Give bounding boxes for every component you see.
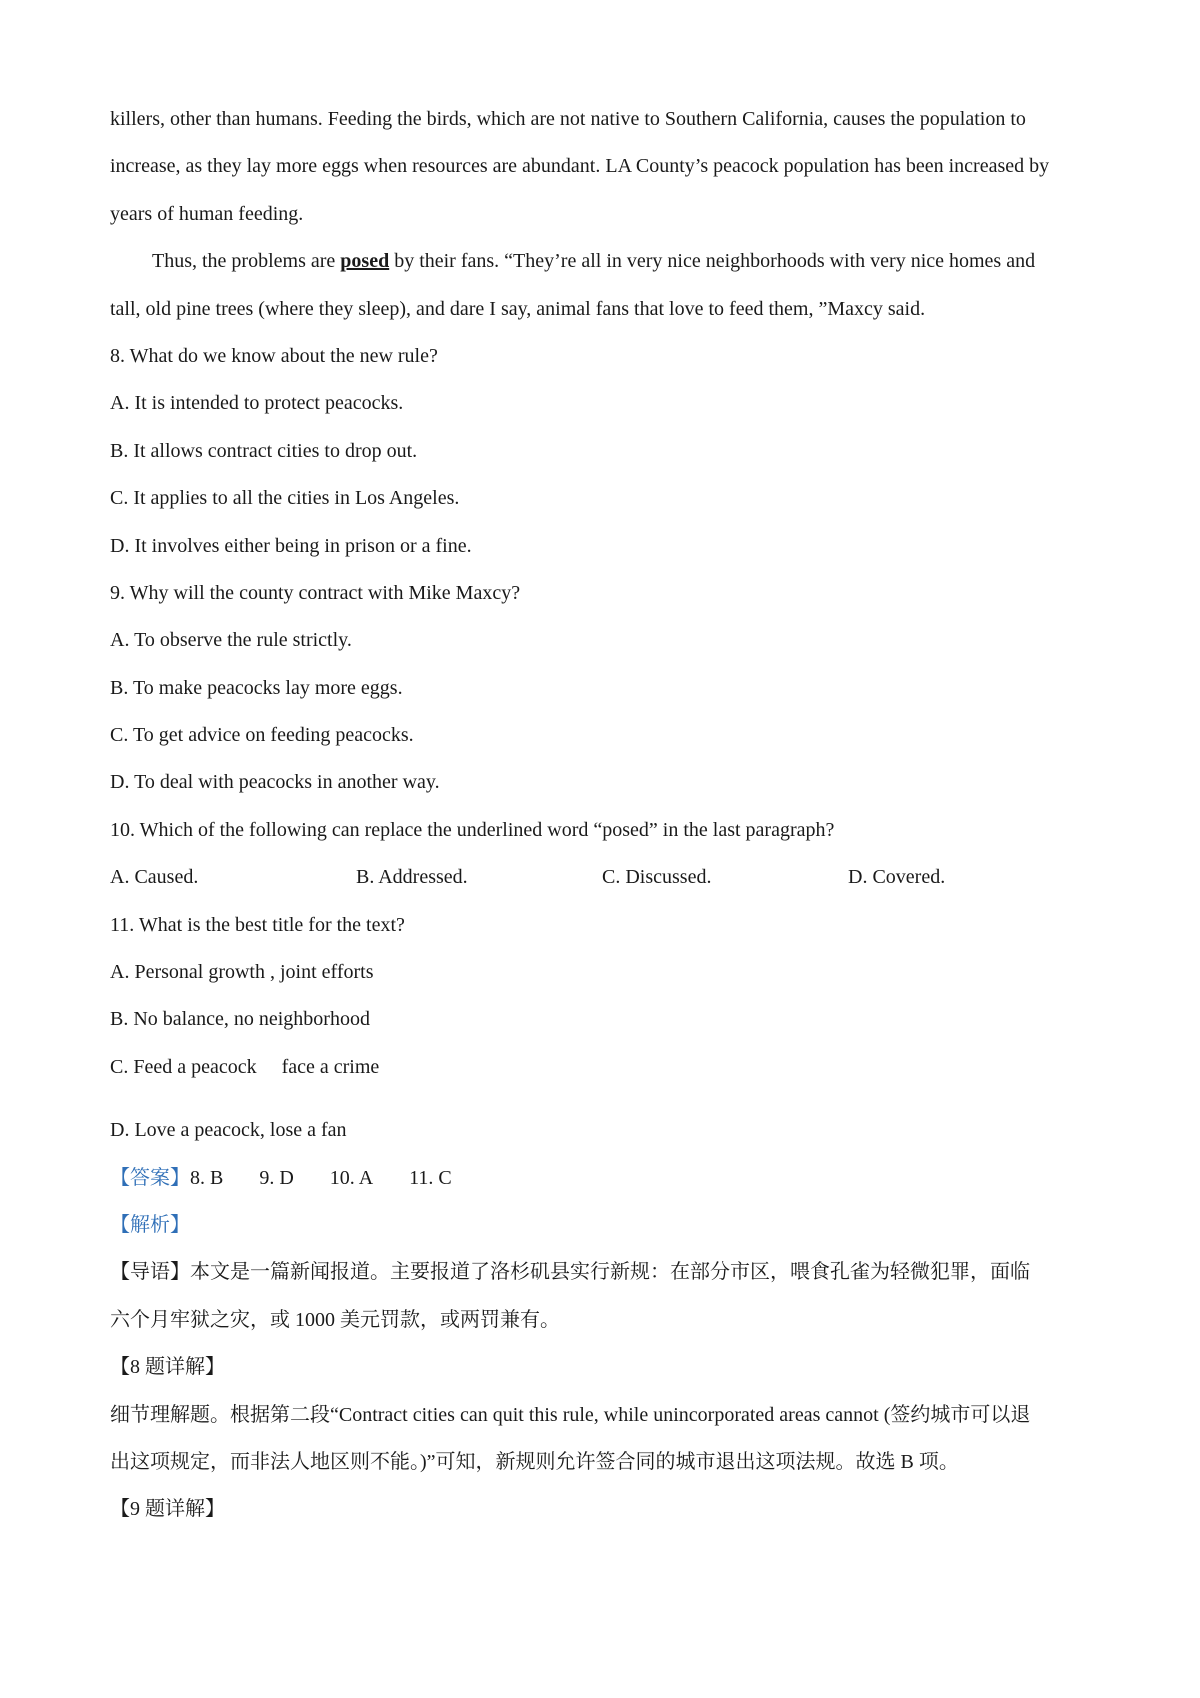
option: B. No balance, no neighborhood — [110, 1008, 370, 1031]
spacer — [110, 1091, 1100, 1107]
passage-line: increase, as they lay more eggs when resources are abundant. LA County’s peacock population has been increased by — [110, 155, 1050, 178]
passage-line: tall, old pine trees (where they sleep), and dare I say, animal fans that love to feed them, ”Maxcy said. — [110, 297, 926, 320]
answer-item: 9. D — [259, 1166, 294, 1189]
passage-line: years of human feeding. — [110, 202, 304, 225]
q8-explanation-line: 细节理解题。根据第二段“Contract cities can quit this rule, while unincorporated areas cannot (签约城市可以退 — [110, 1403, 1031, 1426]
answer-label: 【答案】 — [110, 1166, 190, 1189]
answer-item: 10. A — [329, 1166, 374, 1189]
passage-text: by their fans. “They’re all in very nice neighborhoods with very nice homes and — [389, 250, 1036, 273]
option: A. It is intended to protect peacocks. — [110, 392, 404, 415]
option: C. To get advice on feeding peacocks. — [110, 724, 414, 747]
passage-paragraph-2-line-1 — [110, 238, 1100, 285]
answer-item: 11. C — [409, 1166, 452, 1189]
question-8-stem: 8. What do we know about the new rule? — [110, 344, 438, 367]
answer-line — [110, 1155, 1100, 1202]
passage-line: killers, other than humans. Feeding the birds, which are not native to Southern California, causes the population to — [110, 108, 1026, 130]
analysis-label: 【解析】 — [110, 1213, 190, 1236]
answer-item: 8. B — [190, 1166, 224, 1189]
intro-line: 【导语】本文是一篇新闻报道。主要报道了洛杉矶县实行新规：在部分市区，喂食孔雀为轻微犯罪，面临 — [110, 1261, 1030, 1284]
option: B. It allows contract cities to drop out. — [110, 439, 418, 462]
underlined-word: posed — [340, 250, 390, 273]
option: C. Feed a peacock face a crime — [110, 1055, 380, 1078]
q8-explanation-line: 出这项规定，而非法人地区则不能。)”可知，新规则允许签合同的城市退出这项法规。故选 B 项。 — [110, 1450, 959, 1473]
q8-explanation-heading: 【8 题详解】 — [110, 1356, 225, 1379]
option: C. It applies to all the cities in Los Angeles. — [110, 487, 460, 510]
option: D. Love a peacock, lose a fan — [110, 1119, 347, 1142]
intro-line: 六个月牢狱之灾，或 1000 美元罚款，或两罚兼有。 — [110, 1308, 560, 1331]
question-10-options — [110, 854, 1100, 901]
option: D. To deal with peacocks in another way. — [110, 771, 440, 794]
option: C. Discussed. — [602, 866, 712, 889]
passage-text: Thus, the problems are — [152, 250, 341, 273]
option: B. Addressed. — [356, 866, 468, 889]
option: D. It involves either being in prison or a fine. — [110, 534, 472, 557]
option: A. To observe the rule strictly. — [110, 629, 352, 652]
question-9-stem: 9. Why will the county contract with Mike Maxcy? — [110, 581, 521, 604]
question-10-stem: 10. Which of the following can replace the underlined word “posed” in the last paragraph? — [110, 818, 835, 841]
option: D. Covered. — [848, 866, 946, 889]
option: A. Personal growth , joint efforts — [110, 961, 374, 984]
document-page — [110, 96, 1100, 1534]
option: A. Caused. — [110, 866, 199, 889]
q9-explanation-heading: 【9 题详解】 — [110, 1498, 225, 1521]
option: B. To make peacocks lay more eggs. — [110, 676, 403, 699]
question-11-stem: 11. What is the best title for the text? — [110, 913, 405, 936]
